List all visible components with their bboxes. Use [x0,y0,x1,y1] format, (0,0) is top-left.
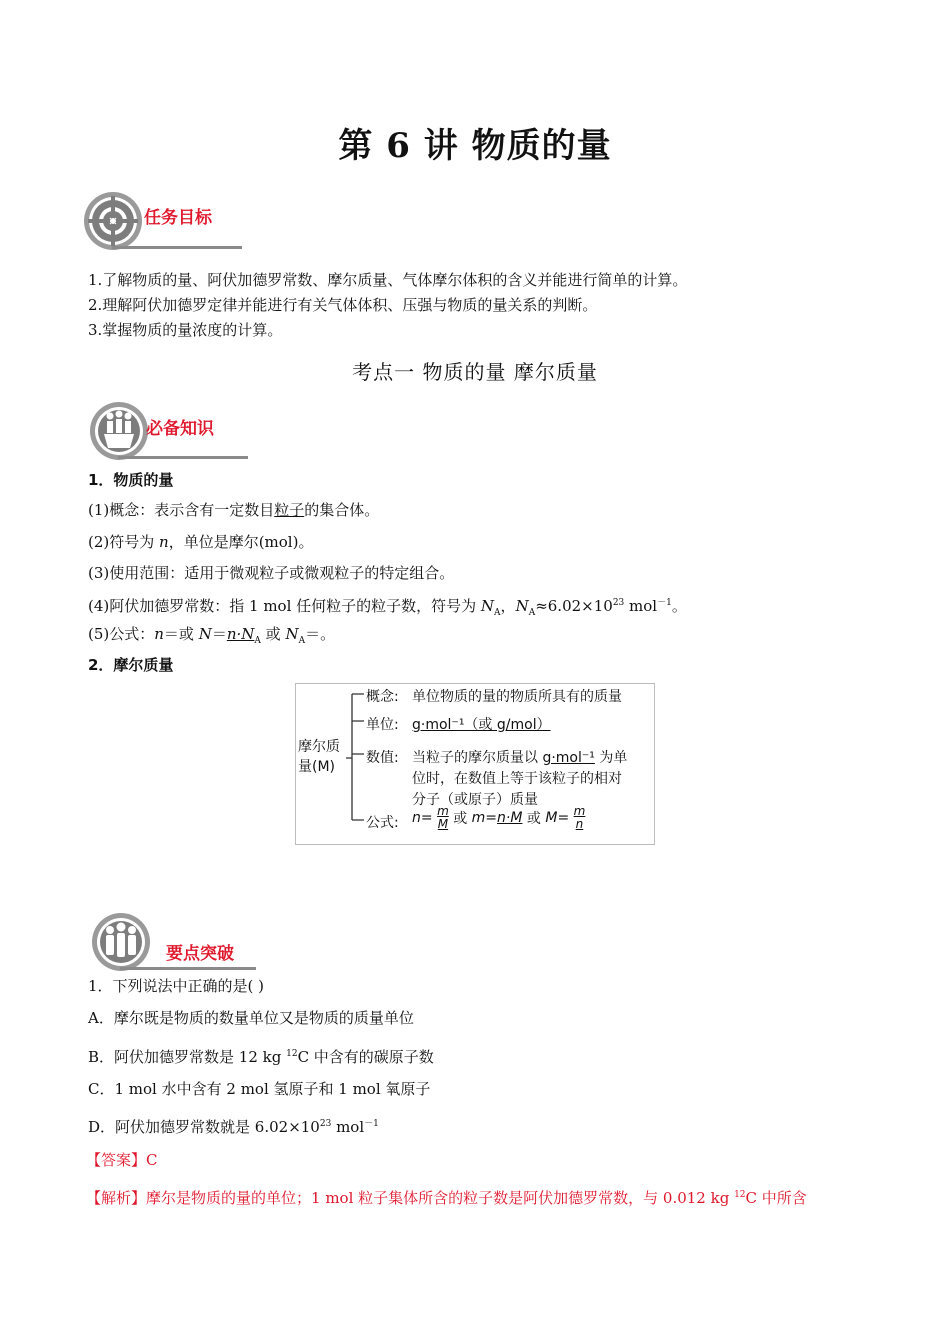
group-icon [90,911,152,973]
section-underline [112,246,242,249]
target-icon [82,190,144,252]
diagram-value-label: 数值: [366,750,399,766]
section-header-keypoints [90,911,260,973]
page-title: 第 6 讲 物质的量 [338,126,612,166]
section-label: 任务目标 [144,208,212,228]
section-underline [118,456,248,459]
knowledge-heading-1: 1．物质的量 [88,471,174,489]
diagram-value-line-2: 位时，在数值上等于该粒子的相对 [412,771,622,787]
section-label: 必备知识 [146,419,214,439]
diagram-value-line-3: 分子（或原子）质量 [412,792,538,808]
option-d: D．阿伏加德罗常数就是 $6.02\times 10^{23}$ mol$^{-1}$ [88,1118,379,1136]
section-header-objectives [82,190,252,252]
topic-heading: 考点一 物质的量 摩尔质量 [352,360,598,384]
objective-3: 3.掌握物质的量浓度的计算。 [88,321,283,339]
question-stem: 1．下列说法中正确的是( ) [88,977,265,995]
diagram-root-2: 量(M) [298,759,336,775]
formula-line: (5)公式：n＝或 $N=n\cdot N_A$ 或 $N_A=$。 [88,625,336,646]
section-underline [120,967,256,970]
option-b: B．阿伏加德罗常数是 12 kg $^{12}$C 中含有的碳原子数 [88,1048,434,1066]
molar-mass-diagram [295,683,655,845]
people-icon [88,400,150,462]
diagram-formula: n= $\frac{m}{M}$ 或 m=n·M 或 M= $\frac{m}{n}$ [412,804,586,831]
avogadro-line: (4)阿伏加德罗常数：指 1 mol 任何粒子的粒子数，符号为 $N_A$，$N_A\approx 6.02\times 10^{23}$ mol$^{-1}$。 [88,597,687,618]
section-label: 要点突破 [166,944,234,964]
concept-line: (1)概念：表示含有一定数目粒子的集合体。 [88,501,380,519]
diagram-value-line-1: 当粒子的摩尔质量以 g·mol⁻¹ 为单 [412,750,628,766]
analysis: 【解析】摩尔是物质的量的单位；1 mol 粒子集体所含的粒子数是阿伏加德罗常数，与 0.012 kg $^{12}$C 中所含 [86,1189,807,1207]
objective-2: 2.理解阿伏加德罗定律并能进行有关气体体积、压强与物质的量关系的判断。 [88,296,598,314]
option-c: C．1 mol 水中含有 2 mol 氢原子和 1 mol 氧原子 [88,1080,431,1098]
diagram-formula-label: 公式: [366,815,399,831]
option-a: A．摩尔既是物质的数量单位又是物质的质量单位 [88,1009,414,1027]
answer: 【答案】C [86,1151,158,1169]
diagram-unit-label: 单位: [366,717,399,733]
knowledge-heading-2: 2．摩尔质量 [88,656,174,674]
objective-1: 1.了解物质的量、阿伏加德罗常数、摩尔质量、气体摩尔体积的含义并能进行简单的计算。 [88,271,688,289]
diagram-root-1: 摩尔质 [298,739,340,755]
diagram-concept-text: 单位物质的量的物质所具有的质量 [412,689,622,705]
diagram-unit-text: g·mol⁻¹（或 g/mol） [412,717,551,733]
symbol-line: (2)符号为 n，单位是摩尔(mol)。 [88,533,314,551]
diagram-concept-label: 概念: [366,689,399,705]
scope-line: (3)使用范围：适用于微观粒子或微观粒子的特定组合。 [88,564,455,582]
section-header-knowledge [88,400,258,462]
